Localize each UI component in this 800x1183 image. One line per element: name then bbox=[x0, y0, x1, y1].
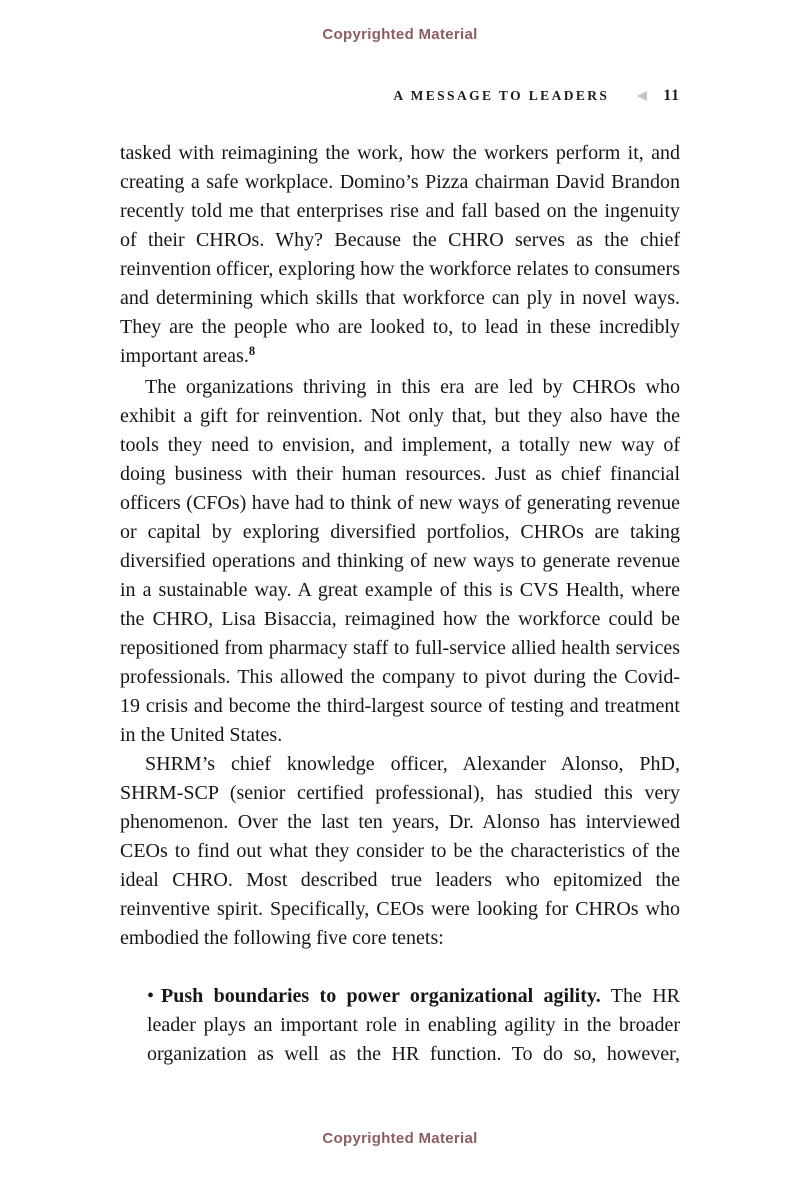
running-header bbox=[393, 87, 680, 105]
bullet-item-1: • Push boundaries to power organizational agility. The HR leader plays an important role in enabling agility in the broader organization as well as the HR function. To do so, however, bbox=[147, 985, 680, 1065]
left-triangle-icon bbox=[637, 91, 647, 101]
footnote-marker: 8 bbox=[248, 344, 256, 359]
body-text bbox=[120, 139, 680, 1069]
copyright-notice-top: Copyrighted Material bbox=[322, 26, 478, 43]
running-header-title: A MESSAGE TO LEADERS bbox=[393, 88, 610, 103]
paragraph-3: SHRM’s chief knowledge officer, Alexander Alonso, PhD, SHRM-SCP (senior certified professional), has studied this very phenomenon. Over the last ten years, Dr. Alonso has interviewed CEOs to find out what they consider to be the characteristics of the ideal CHRO. Most described true leaders who epitomized the reinventive spirit. Specifically, CEOs were looking for CHROs who embodied the following five core tenets: bbox=[120, 753, 680, 949]
page-number: 11 bbox=[663, 87, 680, 104]
paragraph-2: The organizations thriving in this era are led by CHROs who exhibit a gift for reinvention. Not only that, but they also have the tools they need to envision, and implement, a totally new way of doing business with their human resources. Just as chief financial officers (CFOs) have had to think of new ways of generating revenue or capital by exploring diversified portfolios, CHROs are taking diversified operations and thinking of new ways to generate revenue in a sustainable way. A great example of this is CVS Health, where the CHRO, Lisa Bisaccia, reimagined how the workforce could be repositioned from pharmacy staff to full-service allied health services professionals. This allowed the company to pivot during the Covid-19 crisis and become the third-largest source of testing and treatment in the United States. bbox=[120, 376, 680, 746]
bullet-marker: • bbox=[147, 985, 155, 1007]
paragraph-1-continuation: tasked with reimagining the work, how the workers perform it, and creating a safe workplace. Domino’s Pizza chairman David Brandon recently told me that enterprises rise and fall based on the ingenuity of their CHROs. Why? Because the CHRO serves as the chief reinvention officer, exploring how the workforce relates to consumers and determining which skills that workforce can ply in novel ways. They are the people who are looked to, to lead in these incredibly important areas.$^8$ bbox=[120, 142, 680, 367]
copyright-notice-bottom: Copyrighted Material bbox=[322, 1130, 478, 1147]
